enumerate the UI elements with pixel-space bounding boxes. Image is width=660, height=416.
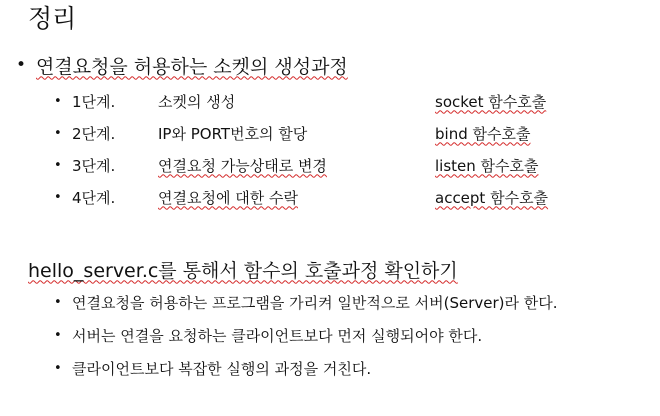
list-item-text: 서버는 연결을 요청하는 클라이언트보다 먼저 실행되어야 한다. <box>72 327 483 345</box>
step-row <box>54 85 654 117</box>
step-function-call: bind 함수호출 <box>435 124 531 143</box>
step-row <box>54 117 654 149</box>
step-row <box>54 149 654 181</box>
bullet-icon: • <box>54 157 62 173</box>
bullet-icon: • <box>54 328 62 343</box>
step-number: 3단계. <box>72 156 116 175</box>
slide-title: 정리 <box>28 4 77 33</box>
step-number: 4단계. <box>72 188 116 207</box>
step-description: 연결요청에 대한 수락 <box>158 188 298 207</box>
step-function-call: listen 함수호출 <box>435 156 539 175</box>
step-description: 소켓의 생성 <box>158 92 236 111</box>
bullet-icon: • <box>54 295 62 310</box>
bullet-icon: • <box>54 125 62 141</box>
step-row <box>54 181 654 213</box>
step-number: 1단계. <box>72 92 116 111</box>
step-function-call: accept 함수호출 <box>435 188 549 207</box>
step-description: 연결요청 가능상태로 변경 <box>158 156 327 175</box>
list-item <box>54 319 654 352</box>
list-item-text: 클라이언트보다 복잡한 실행의 과정을 거친다. <box>72 360 372 378</box>
list-item <box>54 286 654 319</box>
list-item-text: 연결요청을 허용하는 프로그램을 가리켜 일반적으로 서버(Server)라 한다. <box>72 294 558 312</box>
list-item <box>54 352 654 385</box>
bullet-icon: • <box>54 361 62 376</box>
server-notes-list <box>54 286 654 385</box>
bullet-icon: • <box>16 55 27 75</box>
section-heading-hello-server: hello_server.c를 통해서 함수의 호출과정 확인하기 <box>28 259 458 282</box>
bullet-icon: • <box>54 93 62 109</box>
section-heading-socket-creation <box>16 50 348 80</box>
step-description: IP와 PORT번호의 할당 <box>158 124 308 143</box>
bullet-icon: • <box>54 189 62 205</box>
step-function-call: socket 함수호출 <box>435 92 547 111</box>
socket-steps-list <box>54 85 654 213</box>
step-number: 2단계. <box>72 124 116 143</box>
section-heading-text: 연결요청을 허용하는 소켓의 생성과정 <box>36 55 348 78</box>
